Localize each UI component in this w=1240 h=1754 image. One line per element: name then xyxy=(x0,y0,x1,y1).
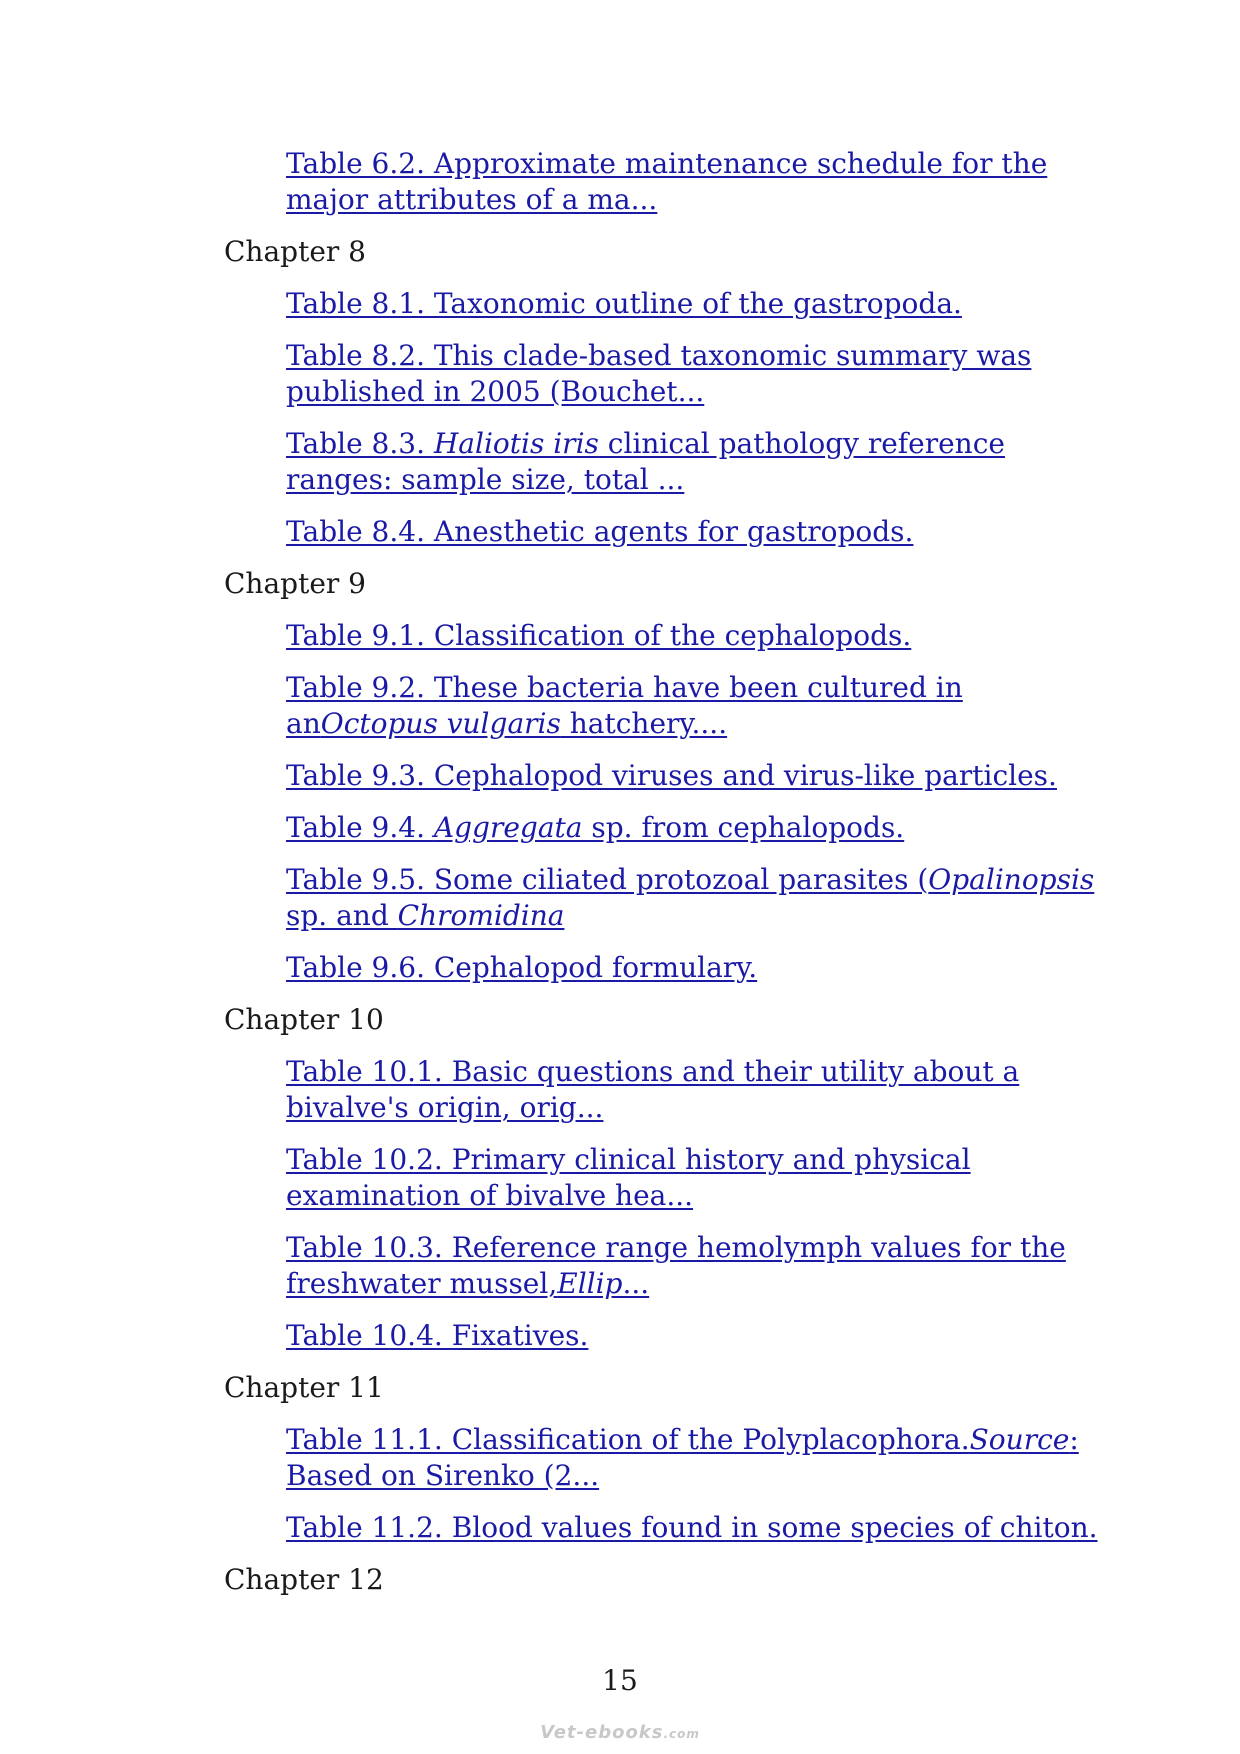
link-text: Table 9.6. Cephalopod formulary. xyxy=(286,951,758,984)
toc-entry xyxy=(286,1230,1116,1302)
link-text: : Based on Sirenko (2... xyxy=(286,1423,1079,1492)
link-text: hatchery.... xyxy=(560,707,728,740)
table-link[interactable] xyxy=(286,339,1031,408)
table-link[interactable] xyxy=(286,951,757,984)
link-text: Table 9.1. Classification of the cephalopods. xyxy=(286,619,912,652)
toc-entry xyxy=(286,1054,1116,1126)
watermark-main: Vet-ebooks xyxy=(540,1722,664,1743)
toc-entry xyxy=(286,1510,1116,1546)
italic-text: Source xyxy=(969,1423,1070,1456)
table-link[interactable] xyxy=(286,1319,588,1352)
chapter-heading: Chapter 12 xyxy=(224,1563,384,1596)
italic-text: Chromidina xyxy=(397,899,565,932)
table-link[interactable] xyxy=(286,147,1047,216)
italic-text: Octopus vulgaris xyxy=(320,707,561,740)
table-link[interactable] xyxy=(286,759,1057,792)
chapter-heading: Chapter 8 xyxy=(224,235,366,268)
table-link[interactable] xyxy=(286,671,963,740)
table-link[interactable] xyxy=(286,287,962,320)
chapter-heading: Chapter 10 xyxy=(224,1003,384,1036)
link-text: ... xyxy=(622,1267,650,1300)
toc-entry xyxy=(286,286,1116,322)
toc-entry xyxy=(286,950,1116,986)
page-number: 15 xyxy=(602,1664,638,1697)
toc-entry xyxy=(286,670,1116,742)
table-of-contents-list xyxy=(224,146,1124,1614)
chapter-heading: Chapter 11 xyxy=(224,1371,384,1404)
link-text: Table 11.2. Blood values found in some species of chiton. xyxy=(286,1511,1098,1544)
link-text: Table 9.2. These bacteria have been cultured in an xyxy=(286,671,963,740)
link-text: Table 8.3. xyxy=(286,427,434,460)
link-text: Table 9.4. xyxy=(286,811,434,844)
italic-text: Ellip xyxy=(557,1267,623,1300)
table-link[interactable] xyxy=(286,1143,971,1212)
toc-entry xyxy=(286,146,1116,218)
link-text: Table 10.4. Fixatives. xyxy=(286,1319,589,1352)
table-link[interactable] xyxy=(286,1423,1079,1492)
table-link[interactable] xyxy=(286,863,1094,932)
link-text: sp. from cephalopods. xyxy=(582,811,905,844)
italic-text: Haliotis iris xyxy=(433,427,599,460)
link-text: Table 10.3. Reference range hemolymph values for the freshwater mussel, xyxy=(286,1231,1066,1300)
table-link[interactable] xyxy=(286,619,911,652)
italic-text: Aggregata xyxy=(433,811,583,844)
link-text: Table 9.3. Cephalopod viruses and virus-like particles. xyxy=(286,759,1057,792)
italic-text: Opalinopsis xyxy=(928,863,1095,896)
link-text: Table 10.2. Primary clinical history and physical examination of bivalve hea... xyxy=(286,1143,971,1212)
chapter-heading: Chapter 9 xyxy=(224,567,366,600)
link-text: Table 9.5. Some ciliated protozoal parasites ( xyxy=(286,863,929,896)
link-text: Table 6.2. Approximate maintenance schedule for the major attributes of a ma... xyxy=(286,147,1048,216)
link-text: clinical pathology reference ranges: sample size, total ... xyxy=(286,427,1005,496)
table-link[interactable] xyxy=(286,515,913,548)
link-text: Table 8.2. This clade-based taxonomic summary was published in 2005 (Bouchet... xyxy=(286,339,1032,408)
watermark-logo xyxy=(0,1722,1240,1743)
toc-entry xyxy=(286,1422,1116,1494)
table-link[interactable] xyxy=(286,427,1005,496)
link-text: Table 8.4. Anesthetic agents for gastropods. xyxy=(286,515,914,548)
toc-entry xyxy=(286,810,1116,846)
link-text: sp. and xyxy=(286,899,398,932)
table-link[interactable] xyxy=(286,811,904,844)
toc-entry xyxy=(286,618,1116,654)
link-text: Table 8.1. Taxonomic outline of the gastropoda. xyxy=(286,287,962,320)
toc-entry xyxy=(286,338,1116,410)
toc-entry xyxy=(286,514,1116,550)
toc-entry xyxy=(286,758,1116,794)
table-link[interactable] xyxy=(286,1231,1066,1300)
link-text: Table 11.1. Classification of the Polyplacophora. xyxy=(286,1423,970,1456)
toc-entry xyxy=(286,1318,1116,1354)
table-link[interactable] xyxy=(286,1055,1019,1124)
watermark-domain: .com xyxy=(663,1727,700,1741)
link-text: Table 10.1. Basic questions and their utility about a bivalve's origin, orig... xyxy=(286,1055,1020,1124)
toc-entry xyxy=(286,1142,1116,1214)
table-link[interactable] xyxy=(286,1511,1098,1544)
toc-entry xyxy=(286,426,1116,498)
toc-entry xyxy=(286,862,1116,934)
